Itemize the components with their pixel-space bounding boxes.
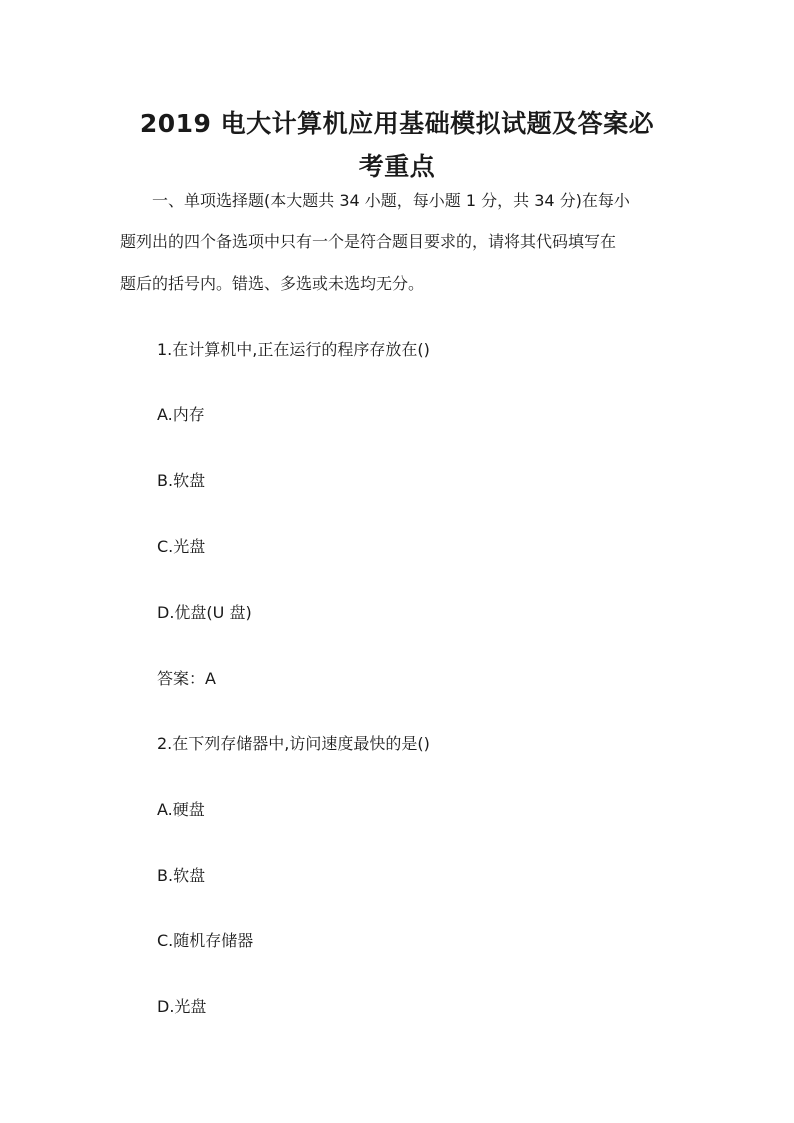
question-1-option-a: A.内存 <box>157 405 205 424</box>
document-title-line2: 考重点 <box>358 152 436 181</box>
question-2-option-c: C.随机存储器 <box>157 931 254 950</box>
question-1-stem: 1.在计算机中,正在运行的程序存放在() <box>157 340 430 359</box>
section-intro-line2: 题列出的四个备选项中只有一个是符合题目要求的，请将其代码填写在 <box>120 232 617 251</box>
document-title-line1: 2019 电大计算机应用基础模拟试题及答案必 <box>139 109 655 138</box>
question-2-option-b: B.软盘 <box>157 866 206 885</box>
section-intro-line1: 一、单项选择题(本大题共 34 小题，每小题 1 分，共 34 分)在每小 <box>120 191 630 210</box>
section-intro-line3: 题后的括号内。错选、多选或未选均无分。 <box>120 274 425 293</box>
question-1-option-b: B.软盘 <box>157 471 206 490</box>
question-2-option-a: A.硬盘 <box>157 800 205 819</box>
question-1-answer: 答案：A <box>157 669 216 688</box>
question-2-option-d: D.光盘 <box>157 997 207 1016</box>
question-1-option-d: D.优盘(U 盘) <box>157 603 252 622</box>
question-1-option-c: C.光盘 <box>157 537 206 556</box>
question-2-stem: 2.在下列存储器中,访问速度最快的是() <box>157 734 430 753</box>
